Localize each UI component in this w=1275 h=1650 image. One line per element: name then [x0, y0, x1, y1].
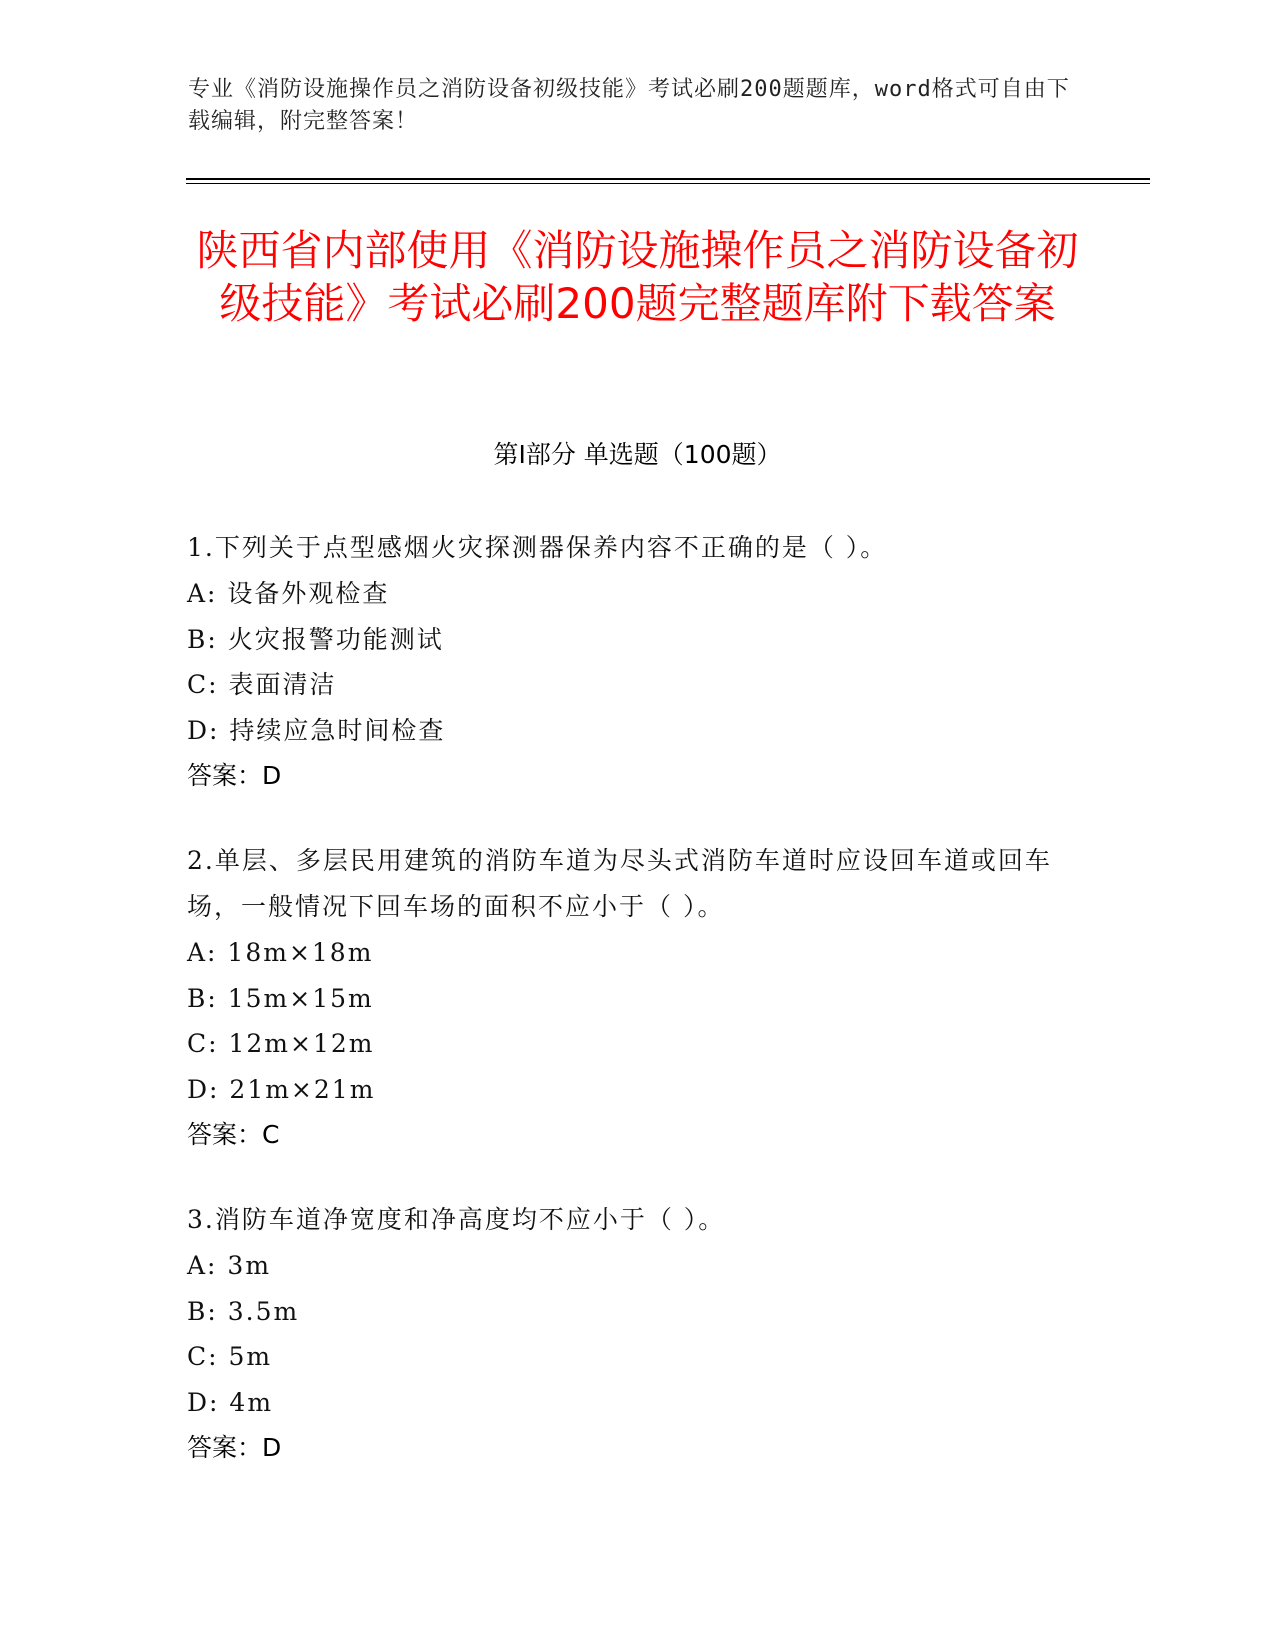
section-heading: 第I部分 单选题（100题）	[493, 440, 782, 469]
answer: 答案：D	[187, 761, 282, 790]
option-d: D: 持续应急时间检查	[187, 715, 446, 745]
option-b: B: 火灾报警功能测试	[187, 624, 444, 654]
question-3	[187, 1197, 1087, 1470]
option-c: C: 12m×12m	[187, 1029, 375, 1058]
question-stem: 1.下列关于点型感烟火灾探测器保养内容不正确的是（ ）。	[187, 533, 888, 562]
option-b: B: 3.5m	[187, 1296, 300, 1326]
option-d: D: 21m×21m	[187, 1074, 376, 1104]
header-note: 专业《消防设施操作员之消防设备初级技能》考试必刷200题题库，word格式可自由下载编辑，附完整答案！	[188, 77, 1070, 134]
question-2	[187, 838, 1087, 1157]
option-d: D: 4m	[187, 1387, 274, 1417]
question-1	[187, 525, 1087, 798]
document-title: 陕西省内部使用《消防设施操作员之消防设备初级技能》考试必刷200题完整题库附下载答案	[196, 226, 1079, 328]
answer: 答案：D	[187, 1433, 282, 1462]
header-divider-thick	[186, 178, 1150, 180]
option-a: A: 3m	[187, 1251, 272, 1280]
option-c: C: 表面清洁	[187, 670, 337, 699]
header-divider-thin	[186, 183, 1150, 184]
option-b: B: 15m×15m	[187, 983, 374, 1013]
option-c: C: 5m	[187, 1342, 273, 1371]
answer: 答案：C	[187, 1120, 280, 1149]
question-stem: 3.消防车道净宽度和净高度均不应小于（ ）。	[187, 1205, 726, 1234]
question-list	[187, 525, 1087, 1510]
option-a: A: 设备外观检查	[187, 579, 390, 608]
question-stem: 2.单层、多层民用建筑的消防车道为尽头式消防车道时应设回车道或回车场，一般情况下回车场的面积不应小于（ ）。	[187, 846, 1052, 921]
option-a: A: 18m×18m	[187, 938, 374, 967]
